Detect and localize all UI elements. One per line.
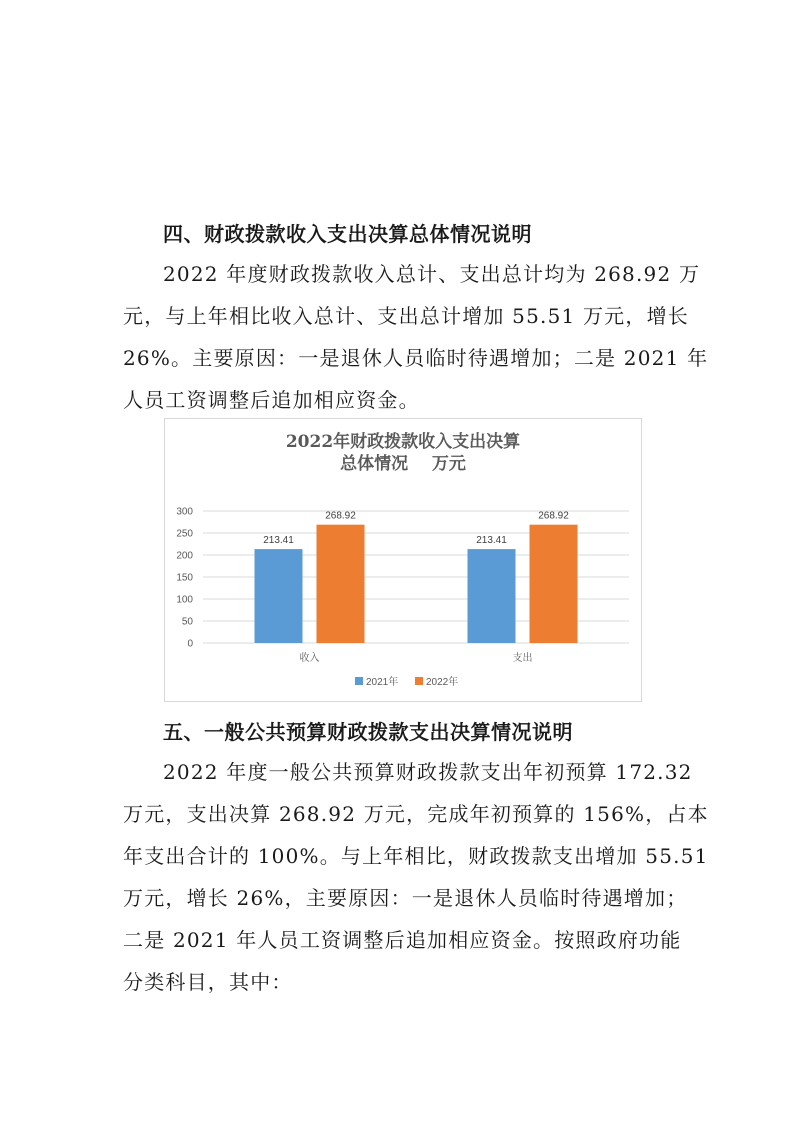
y-tick-label-150: 150 bbox=[176, 572, 193, 584]
y-tick-label-100: 100 bbox=[176, 594, 193, 606]
section4-line-4: 人员工资调整后追加相应资金。 bbox=[123, 388, 420, 412]
chart-legend bbox=[355, 675, 458, 688]
chart-bars bbox=[255, 525, 578, 643]
section4-line-2: 元，与上年相比收入总计、支出总计增加 55.51 万元，增长 bbox=[123, 304, 689, 328]
data-label-2021年-收入: 213.41 bbox=[263, 535, 294, 547]
y-tick-label-300: 300 bbox=[176, 506, 193, 518]
section5-line-6: 分类科目，其中： bbox=[123, 970, 293, 994]
section5-line-5: 二是 2021 年人员工资调整后追加相应资金。按照政府功能 bbox=[123, 928, 682, 952]
y-tick-label-200: 200 bbox=[176, 550, 193, 562]
legend-label-2022年: 2022年 bbox=[426, 677, 459, 688]
y-tick-label-0: 0 bbox=[187, 638, 193, 650]
legend-swatch-2021年 bbox=[355, 677, 363, 685]
chart-svg bbox=[165, 419, 641, 701]
bar-chart bbox=[164, 418, 642, 702]
x-category-支出: 支出 bbox=[512, 653, 533, 664]
bar-2022年-收入 bbox=[317, 525, 365, 643]
section5-line-2: 万元，支出决算 268.92 万元，完成年初预算的 156%，占本 bbox=[123, 802, 709, 826]
section5-line-3: 年支出合计的 100%。与上年相比，财政拨款支出增加 55.51 bbox=[123, 844, 709, 868]
y-axis-ticks bbox=[176, 507, 193, 650]
bar-2021年-收入 bbox=[255, 549, 303, 643]
bar-2022年-支出 bbox=[530, 525, 578, 643]
legend-label-2021年: 2021年 bbox=[366, 677, 399, 688]
chart-title-line-1: 2022年财政拨款收入支出决算 bbox=[285, 432, 521, 452]
data-label-2022年-收入: 268.92 bbox=[325, 510, 356, 522]
chart-data-labels bbox=[263, 511, 569, 546]
section5-line-4: 万元，增长 26%，主要原因：一是退休人员临时待遇增加； bbox=[123, 886, 688, 910]
y-tick-label-250: 250 bbox=[176, 528, 193, 540]
section4-line-1: 2022 年度财政拨款收入总计、支出总计均为 268.92 万 bbox=[163, 262, 701, 286]
section4-heading: 四、财政拨款收入支出决算总体情况说明 bbox=[163, 222, 532, 246]
section4-line-3: 26%。主要原因：一是退休人员临时待遇增加；二是 2021 年 bbox=[123, 346, 709, 370]
x-axis-categories bbox=[300, 651, 533, 664]
legend-swatch-2022年 bbox=[415, 677, 423, 685]
data-label-2022年-支出: 268.92 bbox=[538, 510, 569, 522]
bar-2021年-支出 bbox=[468, 549, 516, 643]
section5-heading: 五、一般公共预算财政拨款支出决算情况说明 bbox=[163, 720, 573, 744]
chart-title-line-2: 总体情况 万元 bbox=[340, 454, 466, 474]
y-tick-label-50: 50 bbox=[181, 616, 193, 628]
x-category-收入: 收入 bbox=[299, 653, 320, 664]
data-label-2021年-支出: 213.41 bbox=[476, 535, 507, 547]
section5-line-1: 2022 年度一般公共预算财政拨款支出年初预算 172.32 bbox=[163, 760, 693, 784]
